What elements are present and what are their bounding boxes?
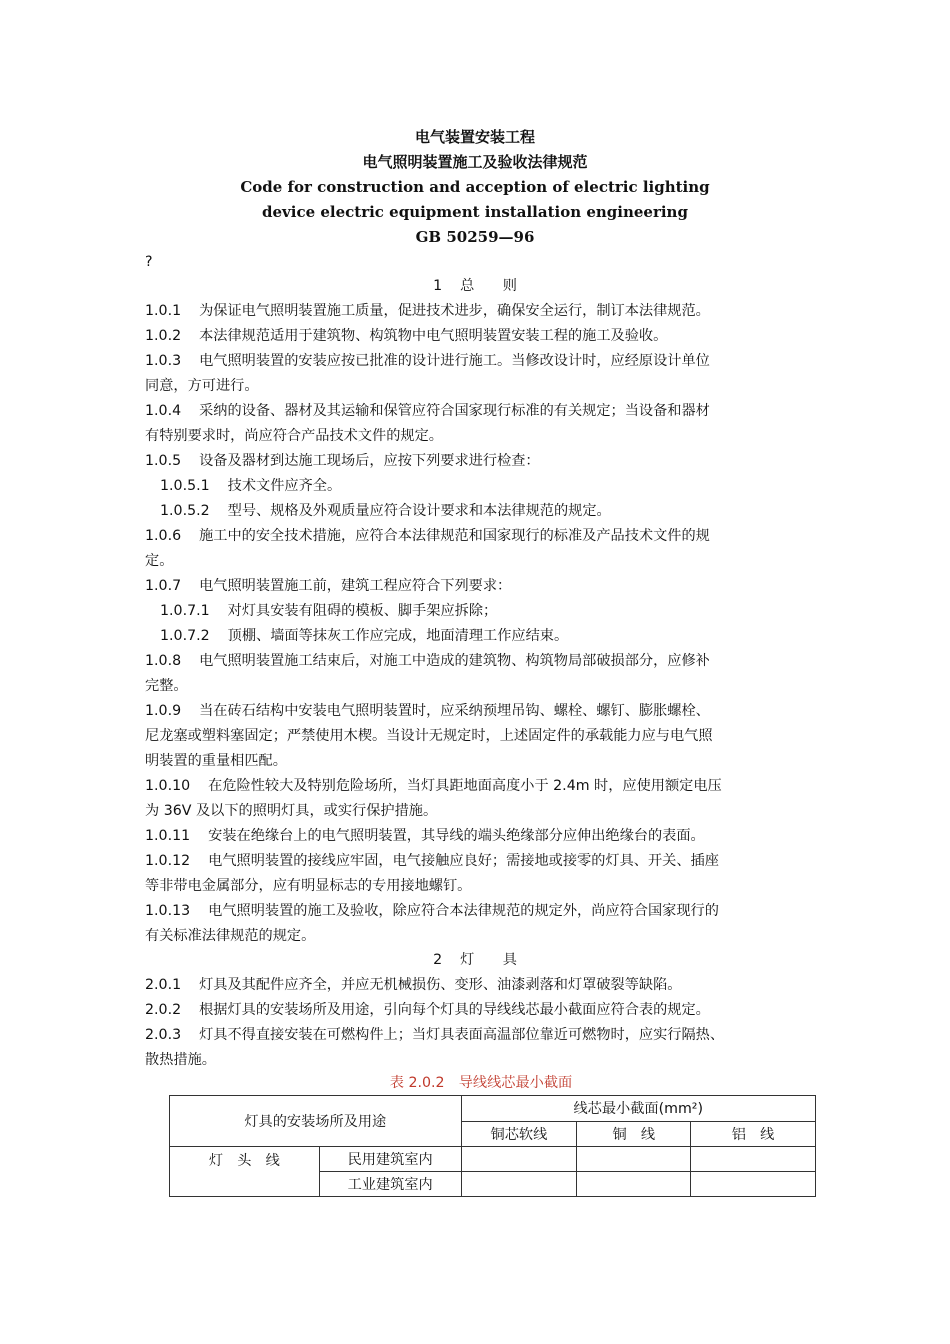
chapter1-title: 总 则 — [460, 278, 517, 294]
cell-empty — [691, 1147, 816, 1172]
cell-empty — [461, 1172, 577, 1197]
clause-text: 电气照明装置施工前，建筑工程应符合下列要求： — [199, 578, 512, 594]
clause-1-0-3-cont: 同意，方可进行。 — [145, 378, 259, 394]
table-header-group: 线芯最小截面(mm²) — [461, 1096, 815, 1122]
clause-1-0-13 — [145, 901, 719, 921]
clause-text: 为保证电气照明装置施工质量，促进技术进步，确保安全运行，制订本法律规范。 — [199, 303, 710, 319]
doc-title-line1: 电气装置安装工程 — [414, 128, 535, 146]
table-header-left: 灯具的安装场所及用途 — [170, 1096, 462, 1147]
clause-number: 1.0.12 — [145, 853, 191, 869]
doc-title-line2: 电气照明装置施工及验收法律规范 — [362, 153, 588, 171]
clause-number: 1.0.7.2 — [160, 628, 210, 644]
clause-1-0-12 — [145, 851, 719, 871]
col-aluminum: 铝 线 — [691, 1121, 816, 1147]
cell-empty — [577, 1147, 691, 1172]
clause-text: 电气照明装置的施工及验收，除应符合本法律规范的规定外，尚应符合国家现行的 — [208, 903, 719, 919]
clause-1-0-9 — [145, 701, 710, 721]
row-group-lamp-lead: 灯 头 线 — [170, 1147, 320, 1197]
clause-number: 2.0.2 — [145, 1002, 182, 1018]
clause-1-0-13-cont: 有关标准法律规范的规定。 — [145, 928, 316, 944]
clause-number: 1.0.9 — [145, 703, 182, 719]
clause-text: 安装在绝缘台上的电气照明装置，其导线的端头绝缘部分应伸出绝缘台的表面。 — [208, 828, 705, 844]
clause-text: 电气照明装置施工结束后，对施工中造成的建筑物、构筑物局部破损部分，应修补 — [199, 653, 710, 669]
clause-text: 对灯具安装有阻碍的模板、脚手架应拆除； — [227, 603, 498, 619]
clause-text: 灯具不得直接安装在可燃构件上；当灯具表面高温部位靠近可燃物时，应实行隔热、 — [199, 1027, 725, 1043]
clause-text: 灯具及其配件应齐全，并应无机械损伤、变形、油漆剥落和灯罩破裂等缺陷。 — [199, 977, 682, 993]
clause-2-0-3-cont: 散热措施。 — [145, 1052, 216, 1068]
clause-1-0-5 — [145, 451, 540, 471]
clause-text: 本法律规范适用于建筑物、构筑物中电气照明装置安装工程的施工及验收。 — [199, 328, 668, 344]
clause-1-0-7 — [145, 576, 511, 596]
clause-1-0-7-1 — [160, 601, 497, 621]
clause-1-0-9-cont2: 明装置的重量相匹配。 — [145, 753, 287, 769]
clause-1-0-2 — [145, 326, 667, 346]
clause-text: 顶棚、墙面等抹灰工作应完成，地面清理工作应结束。 — [227, 628, 569, 644]
cell-empty — [461, 1147, 577, 1172]
clause-text: 在危险性较大及特别危险场所，当灯具距地面高度小于 2.4m 时，应使用额定电压 — [208, 778, 722, 794]
col-copper: 铜 线 — [577, 1121, 691, 1147]
clause-number: 1.0.13 — [145, 903, 191, 919]
row-civil-indoor: 民用建筑室内 — [319, 1147, 461, 1172]
clause-number: 1.0.7 — [145, 578, 182, 594]
clause-number: 1.0.7.1 — [160, 603, 210, 619]
clause-2-0-2 — [145, 1000, 710, 1020]
chapter1-heading — [0, 276, 950, 296]
clause-number: 1.0.11 — [145, 828, 191, 844]
clause-1-0-5-2 — [160, 501, 611, 521]
clause-text: 采纳的设备、器材及其运输和保管应符合国家现行标准的有关规定；当设备和器材 — [199, 403, 710, 419]
doc-english-title-line1: Code for construction and acception of electric lighting — [240, 178, 710, 196]
clause-text: 型号、规格及外观质量应符合设计要求和本法律规范的规定。 — [227, 503, 611, 519]
chapter2-title: 灯 具 — [460, 952, 517, 968]
table-header-row — [170, 1096, 816, 1122]
clause-number: 1.0.6 — [145, 528, 182, 544]
chapter2-number: 2 — [433, 952, 443, 968]
col-copper-flex: 铜芯软线 — [461, 1121, 577, 1147]
clause-number: 1.0.5.1 — [160, 478, 210, 494]
clause-2-0-1 — [145, 975, 682, 995]
clause-number: 1.0.2 — [145, 328, 182, 344]
clause-text: 电气照明装置的安装应按已批准的设计进行施工。当修改设计时，应经原设计单位 — [199, 353, 710, 369]
clause-1-0-10-cont: 为 36V 及以下的照明灯具，或实行保护措施。 — [145, 803, 438, 819]
cell-empty — [691, 1172, 816, 1197]
clause-2-0-3 — [145, 1025, 724, 1045]
clause-number: 1.0.4 — [145, 403, 182, 419]
doc-english-title-line2: device electric equipment installation engineering — [262, 203, 688, 221]
clause-text: 电气照明装置的接线应牢固，电气接触应良好；需接地或接零的灯具、开关、插座 — [208, 853, 719, 869]
min-cross-section-table — [169, 1095, 816, 1197]
clause-number: 1.0.3 — [145, 353, 182, 369]
clause-text: 根据灯具的安装场所及用途，引向每个灯具的导线线芯最小截面应符合表的规定。 — [199, 1002, 710, 1018]
clause-1-0-8 — [145, 651, 710, 671]
table-row — [170, 1147, 816, 1172]
clause-1-0-8-cont: 完整。 — [145, 678, 188, 694]
clause-number: 2.0.1 — [145, 977, 182, 993]
clause-text: 设备及器材到达施工现场后，应按下列要求进行检查： — [199, 453, 540, 469]
clause-1-0-10 — [145, 776, 722, 796]
doc-standard-code: GB 50259—96 — [415, 228, 535, 246]
clause-1-0-7-2 — [160, 626, 568, 646]
clause-1-0-5-1 — [160, 476, 341, 496]
clause-1-0-4-cont: 有特别要求时，尚应符合产品技术文件的规定。 — [145, 428, 443, 444]
clause-number: 1.0.8 — [145, 653, 182, 669]
clause-number: 2.0.3 — [145, 1027, 182, 1043]
clause-1-0-11 — [145, 826, 705, 846]
cell-empty — [577, 1172, 691, 1197]
table-caption: 表 2.0.2 导线线芯最小截面 — [389, 1075, 573, 1091]
clause-text: 技术文件应齐全。 — [227, 478, 342, 494]
clause-1-0-12-cont: 等非带电金属部分，应有明显标志的专用接地螺钉。 — [145, 878, 472, 894]
clause-1-0-6 — [145, 526, 710, 546]
chapter1-number: 1 — [433, 278, 443, 294]
clause-number: 1.0.5.2 — [160, 503, 210, 519]
clause-number: 1.0.1 — [145, 303, 182, 319]
clause-1-0-4 — [145, 401, 710, 421]
clause-1-0-1 — [145, 301, 710, 321]
clause-text: 当在砖石结构中安装电气照明装置时，应采纳预埋吊钩、螺栓、螺钉、膨胀螺栓、 — [199, 703, 710, 719]
clause-1-0-6-cont: 定。 — [145, 553, 174, 569]
chapter2-heading — [0, 950, 950, 970]
clause-number: 1.0.5 — [145, 453, 182, 469]
clause-text: 施工中的安全技术措施，应符合本法律规范和国家现行的标准及产品技术文件的规 — [199, 528, 710, 544]
clause-1-0-3 — [145, 351, 710, 371]
clause-1-0-9-cont: 尼龙塞或塑料塞固定；严禁使用木楔。当设计无规定时，上述固定件的承载能力应与电气照 — [145, 728, 713, 744]
clause-number: 1.0.10 — [145, 778, 191, 794]
stray-mark: ? — [145, 254, 153, 270]
row-industrial-indoor: 工业建筑室内 — [319, 1172, 461, 1197]
